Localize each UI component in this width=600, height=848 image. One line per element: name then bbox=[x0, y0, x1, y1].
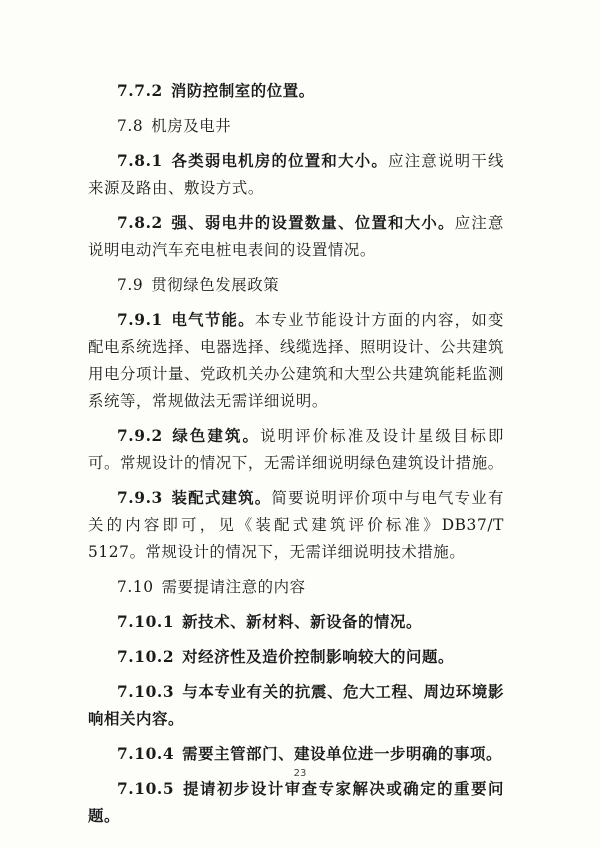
clause-7-9-1: 7.9.1 电气节能。本专业节能设计方面的内容，如变配电系统选择、电器选择、线缆选择、照明设计、公共建筑用电分项计量、党政机关办公建筑和大型公共建筑能耗监测系统等，常规做法无需详细说明。 bbox=[88, 311, 504, 410]
clause-7-8-1: 7.8.1 各类弱电机房的位置和大小。应注意说明干线来源及路由、敷设方式。 bbox=[88, 152, 504, 197]
page-number: 23 bbox=[293, 768, 307, 779]
clause-7-10-1: 7.10.1 新技术、新材料、新设备的情况。 bbox=[117, 613, 423, 631]
clause-7-10-2: 7.10.2 对经济性及造价控制影响较大的问题。 bbox=[117, 648, 454, 666]
clause-7-7-2: 7.7.2 消防控制室的位置。 bbox=[117, 82, 315, 100]
clause-7-10-4: 7.10.4 需要主管部门、建设单位进一步明确的事项。 bbox=[117, 745, 502, 763]
clause-7-9-3: 7.9.3 装配式建筑。简要说明评价项中与电气专业有关的内容即可，见《装配式建筑评价标准》DB37/T 5127。常规设计的情况下，无需详细说明技术措施。 bbox=[88, 489, 504, 561]
section-7-9: 7.9 贯彻绿色发展政策 bbox=[117, 276, 280, 294]
clause-7-10-3: 7.10.3 与本专业有关的抗震、危大工程、周边环境影响相关内容。 bbox=[88, 683, 504, 728]
clause-7-10-5: 7.10.5 提请初步设计审查专家解决或确定的重要问题。 bbox=[88, 780, 504, 825]
section-7-10: 7.10 需要提请注意的内容 bbox=[117, 578, 306, 596]
section-7-8: 7.8 机房及电井 bbox=[117, 117, 232, 135]
clause-7-9-2: 7.9.2 绿色建筑。说明评价标准及设计星级目标即可。常规设计的情况下，无需详细说明绿色建筑设计措施。 bbox=[88, 427, 504, 472]
clause-7-8-2: 7.8.2 强、弱电井的设置数量、位置和大小。应注意说明电动汽车充电桩电表间的设置情况。 bbox=[88, 214, 504, 259]
page-content bbox=[88, 78, 504, 838]
